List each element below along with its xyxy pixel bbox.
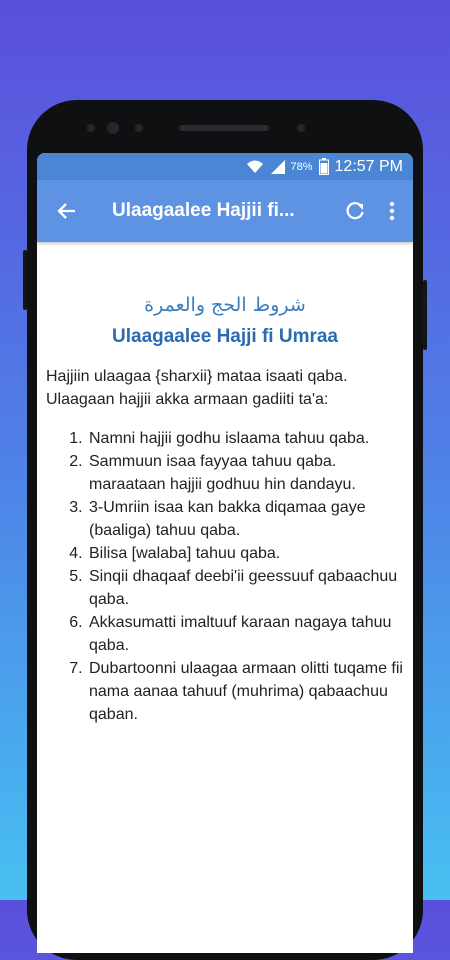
list-item: 7. Dubartoonni ulaagaa armaan olitti tuqame fii nama aanaa tahuuf (muhrima) qabaachuu qaban. xyxy=(87,657,404,726)
article-content xyxy=(37,294,413,726)
list-item: 1. Namni hajjii godhu islaama tahuu qaba. xyxy=(87,427,404,450)
status-bar xyxy=(37,153,413,180)
app-bar xyxy=(37,180,413,242)
status-time: 12:57 PM xyxy=(334,157,403,175)
wifi-icon xyxy=(246,159,264,175)
conditions-list xyxy=(46,427,404,726)
phone-frame xyxy=(27,100,423,960)
refresh-icon xyxy=(344,200,366,222)
arrow-left-icon xyxy=(57,201,77,221)
power-button xyxy=(423,280,427,350)
arabic-heading: شروط الحج والعمرة xyxy=(144,294,306,316)
earpiece-speaker xyxy=(179,125,269,131)
list-item: 6. Akkasumatti imaltuuf karaan nagaya tahuu qaba. xyxy=(87,611,404,657)
volume-button xyxy=(23,250,27,310)
more-vert-icon xyxy=(389,201,395,221)
article-heading: Ulaagaalee Hajji fi Umraa xyxy=(112,326,338,347)
list-item: 2. Sammuun isaa fayyaa tahuu qaba. maraataan hajjii godhuu hin dandayu. xyxy=(87,450,404,496)
signal-icon xyxy=(270,159,286,175)
page-title: Ulaagaalee Hajjii fi... xyxy=(112,200,295,221)
list-item: 3. 3-Umriin isaa kan bakka diqamaa gaye (baaliga) tahuu qaba. xyxy=(87,496,404,542)
list-item: 4. Bilisa [walaba] tahuu qaba. xyxy=(87,542,404,565)
sensor xyxy=(87,124,95,132)
battery-percent: 78% xyxy=(290,160,313,173)
list-item: 5. Sinqii dhaqaaf deebi'ii geessuuf qabaachuu qaba. xyxy=(87,565,404,611)
battery-icon xyxy=(319,158,329,175)
sensor xyxy=(297,124,305,132)
sensor xyxy=(135,124,143,132)
intro-paragraph: Hajjiin ulaagaa {sharxii} mataa isaati qaba. Ulaagaan hajjii akka armaan gadiiti ta'a: xyxy=(46,368,348,408)
screen xyxy=(37,153,413,953)
more-options-button[interactable] xyxy=(375,180,409,242)
back-button[interactable] xyxy=(37,180,97,242)
refresh-button[interactable] xyxy=(335,180,375,242)
front-camera xyxy=(107,122,119,134)
